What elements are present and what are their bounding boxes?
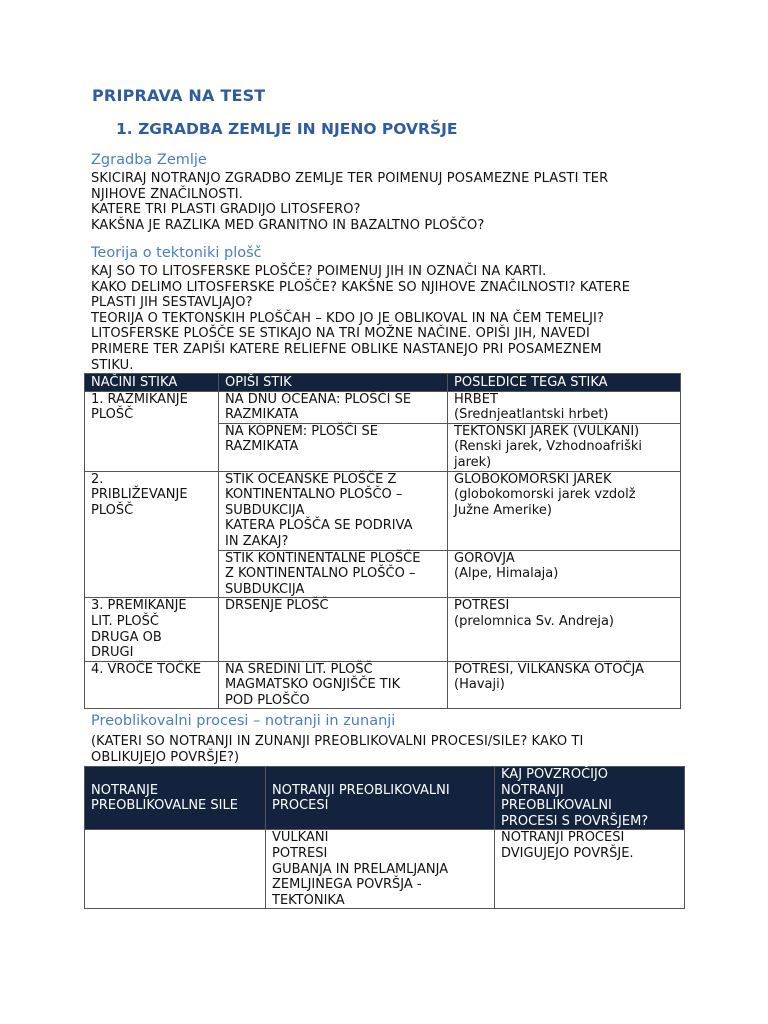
table-row [85, 830, 685, 909]
column-header: OPIŠI STIK [219, 374, 448, 392]
table-row [85, 391, 681, 423]
opis-cell: DRSENJE PLOŠČ [219, 598, 448, 661]
posledice-cell: NOTRANJI PROCESI DVIGUJEJO POVRŠJE. [495, 830, 685, 909]
text-line: KAKŠNA JE RAZLIKA MED GRANITNO IN BAZALTNO PLOŠČO? [91, 217, 485, 233]
zgradba-heading: Zgradba Zemlje [91, 152, 207, 168]
table-row [85, 661, 681, 709]
text-line: STIKU. [91, 357, 134, 373]
tektonika-heading: Teorija o tektoniki plošč [91, 245, 262, 261]
posledice-cell: GLOBOKOMORSKI JAREK (globokomorski jarek vzdolž Južne Amerike) [448, 471, 681, 550]
plate-boundaries-table [84, 373, 681, 709]
nacin-cell: 4. VROČE TOČKE [85, 661, 219, 709]
page-title: PRIPRAVA NA TEST [92, 86, 266, 105]
tektonika-text [91, 264, 691, 373]
text-line: PRIMERE TER ZAPIŠI KATERE RELIEFNE OBLIKE NASTANEJO PRI POSAMEZNEM [91, 341, 602, 357]
opis-cell: NA DNU OCEANA: PLOŠČI SE RAZMIKATA [219, 391, 448, 423]
processes-table [84, 766, 685, 909]
text-line: KAJ SO TO LITOSFERSKE PLOŠČE? POIMENUJ JIH IN OZNAČI NA KARTI. [91, 264, 547, 279]
table-header-row [85, 767, 685, 830]
posledice-cell: POTRESI, VILKANSKA OTOČJA (Havaji) [448, 661, 681, 709]
column-header: NAČINI STIKA [85, 374, 219, 392]
posledice-cell: POTRESI (prelomnica Sv. Andreja) [448, 598, 681, 661]
column-header: KAJ POVZROČIJO NOTRANJI PREOBLIKOVALNI PROCESI S POVRŠJEM? [495, 767, 685, 830]
opis-cell: NA KOPNEM: PLOŠČI SE RAZMIKATA [219, 423, 448, 471]
column-header: NOTRANJI PREOBLIKOVALNI PROCESI [266, 767, 495, 830]
text-line: NJIHOVE ZNAČILNOSTI. [91, 186, 243, 202]
preoblikovalni-heading: Preoblikovalni procesi – notranji in zunanji [91, 713, 396, 729]
text-line: KAKO DELIMO LITOSFERSKE PLOŠČE? KAKŠNE SO NJIHOVE ZNAČILNOSTI? KATERE [91, 279, 631, 295]
table-row [85, 471, 681, 550]
nacin-cell: 3. PREMIKANJE LIT. PLOŠČ DRUGA OB DRUGI [85, 598, 219, 661]
text-line: PLASTI JIH SESTAVLJAJO? [91, 295, 253, 311]
nacin-cell: 1. RAZMIKANJE PLOŠČ [85, 391, 219, 471]
table-header-row [85, 374, 681, 392]
column-header: POSLEDICE TEGA STIKA [448, 374, 681, 392]
procesi-cell: VULKANI POTRESI GUBANJA IN PRELAMLJANJA ZEMLJINEGA POVRŠJA - TEKTONIKA [266, 830, 495, 909]
nacin-cell: 2. PRIBLIŽEVANJE PLOŠČ [85, 471, 219, 598]
text-line: SKICIRAJ NOTRANJO ZGRADBO ZEMLJE TER POIMENUJ POSAMEZNE PLASTI TER [91, 171, 609, 186]
empty-cell [85, 830, 266, 909]
opis-cell: STIK KONTINENTALNE PLOŠČE Z KONTINENTALNO PLOŠČO – SUBDUKCIJA [219, 550, 448, 598]
text-line: KATERE TRI PLASTI GRADIJO LITOSFERO? [91, 202, 361, 218]
text-line: OBLIKUJEJO POVRŠJE?) [91, 749, 240, 765]
column-header: NOTRANJE PREOBLIKOVALNE SILE [85, 767, 266, 830]
posledice-cell: TEKTONSKI JAREK (VULKANI) (Renski jarek, Vzhodnoafriški jarek) [448, 423, 681, 471]
preoblikovalni-text [91, 734, 691, 765]
table-row [85, 598, 681, 661]
posledice-cell: HRBET (Srednjeatlantski hrbet) [448, 391, 681, 423]
text-line: LITOSFERSKE PLOŠČE SE STIKAJO NA TRI MOŽNE NAČINE. OPIŠI JIH, NAVEDI [91, 326, 590, 342]
text-line: TEORIJA O TEKTONSKIH PLOŠČAH – KDO JO JE OBLIKOVAL IN NA ČEM TEMELJI? [91, 310, 604, 326]
opis-cell: STIK OCEANSKE PLOŠČE Z KONTINENTALNO PLOŠČO – SUBDUKCIJA KATERA PLOŠČA SE PODRIVA IN ZAKAJ? [219, 471, 448, 550]
posledice-cell: GOROVJA (Alpe, Himalaja) [448, 550, 681, 598]
opis-cell: NA SREDINI LIT. PLOŠČ MAGMATSKO OGNJIŠČE TIK POD PLOŠČO [219, 661, 448, 709]
section-heading: 1. ZGRADBA ZEMLJE IN NJENO POVRŠJE [116, 120, 458, 138]
text-line: (KATERI SO NOTRANJI IN ZUNANJI PREOBLIKOVALNI PROCESI/SILE? KAKO TI [91, 734, 584, 749]
zgradba-text [91, 171, 691, 233]
